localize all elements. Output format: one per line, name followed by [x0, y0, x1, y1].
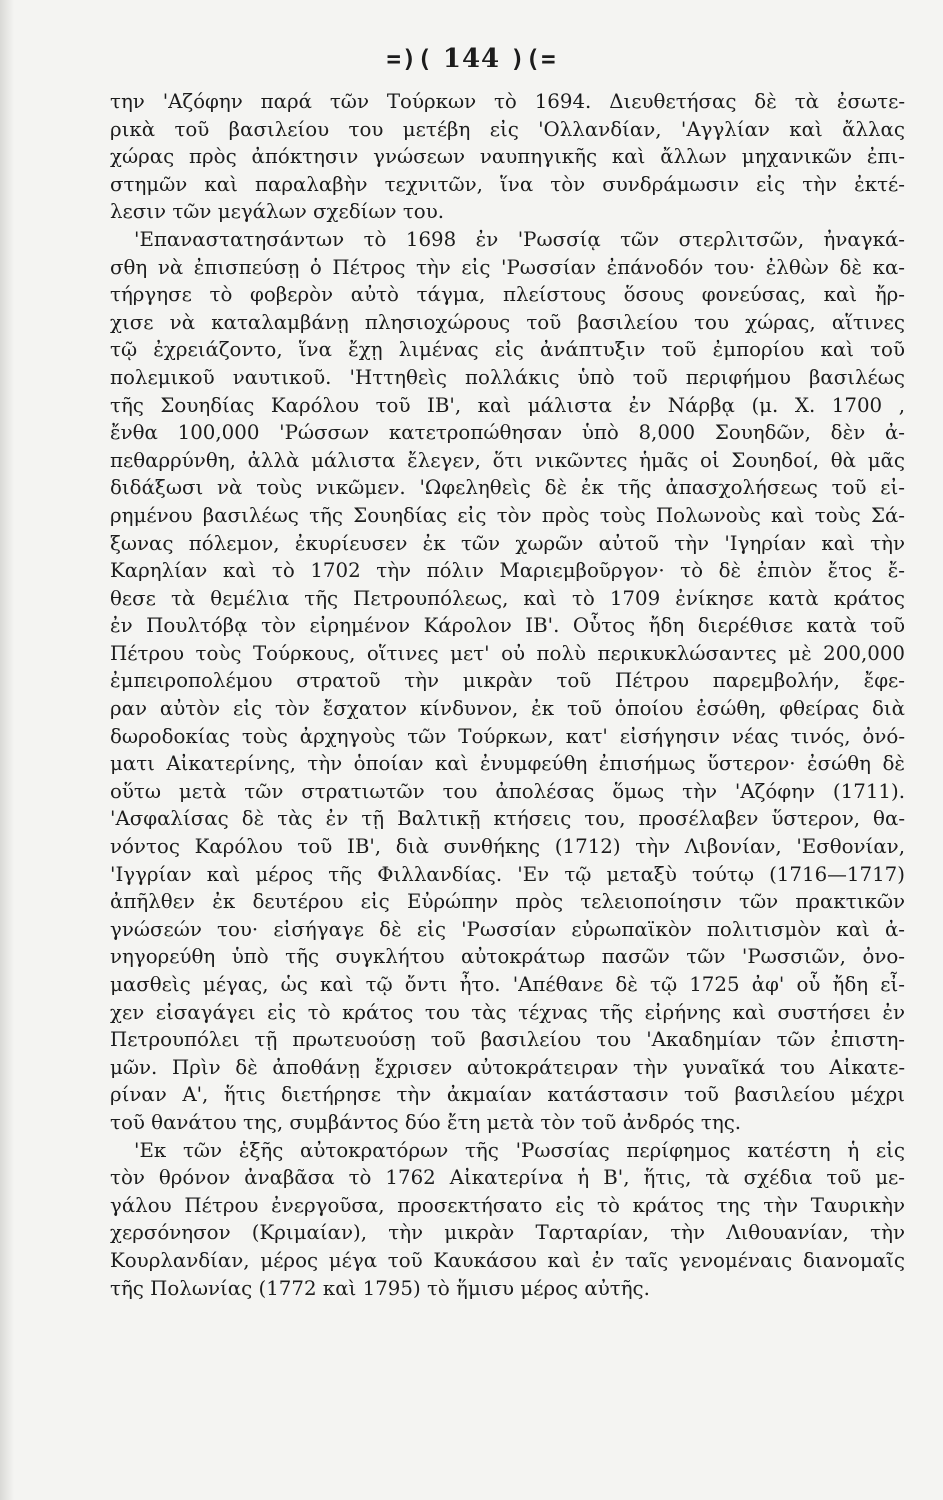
text-line: Πέτρου τοὺς Τούρκους, οἵτινες μετ' οὐ πολὺ περικυκλώσαντες μὲ 200,000 [110, 641, 905, 665]
text-line: γνώσεών του· εἰσήγαγε δὲ εἰς 'Ρωσσίαν εὐρωπαϊκὸν πολιτισμὸν καὶ ἀ- [110, 917, 905, 941]
text-line: τὸν θρόνον ἀναβᾶσα τὸ 1762 Αἰκατερίνα ἡ Β', ἥτις, τὰ σχέδια τοῦ με- [110, 1166, 905, 1190]
text-line: πεθαρρύνθη, ἀλλὰ μάλιστα ἔλεγεν, ὅτι νικῶντες ἡμᾶς οἱ Σουηδοί, θὰ μᾶς [110, 448, 905, 472]
text-line: γάλου Πέτρου ἐνεργοῦσα, προσεκτήσατο εἰς τὸ κράτος της τὴν Ταυρικὴν [110, 1193, 905, 1217]
page-header [0, 44, 943, 74]
body-text [110, 88, 905, 1302]
text-line: δωροδοκίας τοὺς ἀρχηγοὺς τῶν Τούρκων, κατ' εἰσήγησιν νέας τινός, ὀνό- [110, 724, 905, 748]
text-line: τῆς Πολωνίας (1772 καὶ 1795) τὸ ἥμισυ μέρος αὐτῆς. [110, 1276, 650, 1300]
text-line: χισε νὰ καταλαμβάνῃ πλησιοχώρους τοῦ βασιλείου του χώρας, αἵτινες [110, 310, 905, 334]
text-line: ρικὰ τοῦ βασιλείου του μετέβη εἰς 'Ολλανδίαν, 'Αγγλίαν καὶ ἄλλας [110, 117, 905, 141]
text-line: νηγορεύθη ὑπὸ τῆς συγκλήτου αὐτοκράτωρ πασῶν τῶν 'Ρωσσιῶν, ὀνο- [110, 945, 905, 969]
text-line: ξωνας πόλεμον, ἐκυρίευσεν ἐκ τῶν χωρῶν αὐτοῦ τὴν 'Ιγηρίαν καὶ τὴν [110, 531, 905, 555]
paragraph [110, 1137, 905, 1303]
text-line: ρημένου βασιλέως τῆς Σουηδίας εἰς τὸν πρὸς τοὺς Πολωνοὺς καὶ τοὺς Σά- [110, 503, 905, 527]
text-line: τῆς Σουηδίας Καρόλου τοῦ ΙΒ', καὶ μάλιστα ἐν Νάρβᾳ (μ. Χ. 1700 , [110, 393, 905, 417]
text-line: ρίναν Α', ἥτις διετήρησε τὴν ἀκμαίαν κατάστασιν τοῦ βασιλείου μέχρι [110, 1083, 905, 1107]
text-line: ἐμπειροπολέμου στρατοῦ τὴν μικρὰν τοῦ Πέτρου παρεμβολήν, ἔφε- [110, 669, 905, 693]
text-line: πολεμικοῦ ναυτικοῦ. 'Ηττηθεὶς πολλάκις ὑπὸ τοῦ περιφήμου βασιλέως [110, 365, 905, 389]
text-line: ἀπῆλθεν ἐκ δευτέρου εἰς Εὐρώπην πρὸς τελειοποίησιν τῶν πρακτικῶν [110, 890, 905, 914]
text-line: τοῦ θανάτου της, συμβάντος δύο ἔτη μετὰ τὸν τοῦ ἀνδρός της. [110, 1110, 742, 1134]
paragraph [110, 226, 905, 1137]
text-line: την 'Αζόφην παρά τῶν Τούρκων τὸ 1694. Διευθετήσας δὲ τὰ ἐσωτε- [110, 90, 905, 113]
text-line: χερσόνησον (Κριμαίαν), τὴν μικρὰν Ταρταρίαν, τὴν Λιθουανίαν, τὴν [110, 1221, 905, 1245]
text-line: ἐν Πουλτόβᾳ τὸν εἰρημένον Κάρολον ΙΒ'. Οὗτος ἤδη διερέθισε κατὰ τοῦ [110, 614, 905, 638]
text-line: 'Εκ τῶν ἑξῆς αὐτοκρατόρων τῆς 'Ρωσσίας περίφημος κατέστη ἡ εἰς [134, 1138, 905, 1162]
binding-shadow [0, 0, 14, 1500]
text-line: Πετρουπόλει τῇ πρωτευούσῃ τοῦ βασιλείου του 'Ακαδημίαν τῶν ἐπιστη- [110, 1028, 905, 1052]
text-line: χεν εἰσαγάγει εἰς τὸ κράτος του τὰς τέχνας τῆς εἰρήνης καὶ συστήσει ἐν [110, 1000, 905, 1024]
page-number: 144 [442, 44, 501, 74]
header-left-ornament: =)( [386, 45, 433, 73]
text-line: 'Επαναστατησάντων τὸ 1698 ἐν 'Ρωσσίᾳ τῶν στερλιτσῶν, ἠναγκά- [134, 227, 905, 251]
paragraph [110, 88, 905, 226]
text-line: ραν αὐτὸν εἰς τὸν ἔσχατον κίνδυνον, ἐκ τοῦ ὁποίου ἐσώθη, φθείρας διὰ [110, 697, 905, 721]
text-line: 'Ιγγρίαν καὶ μέρος τῆς Φιλλανδίας. 'Εν τῷ μεταξὺ τούτῳ (1716—1717) [110, 862, 905, 886]
text-line: θεσε τὰ θεμέλια τῆς Πετρουπόλεως, καὶ τὸ 1709 ἐνίκησε κατὰ κράτος [110, 586, 905, 610]
text-line: σθη νὰ ἐπισπεύσῃ ὁ Πέτρος τὴν εἰς 'Ρωσσίαν ἐπάνοδόν του· ἐλθὼν δὲ κα- [110, 255, 905, 279]
text-line: τῷ ἐχρειάζοντο, ἵνα ἔχῃ λιμένας εἰς ἀνάπτυξιν τοῦ ἐμπορίου καὶ τοῦ [110, 338, 905, 362]
text-line: λεσιν τῶν μεγάλων σχεδίων του. [110, 200, 445, 224]
text-line: Κουρλανδίαν, μέρος μέγα τοῦ Καυκάσου καὶ ἐν ταῖς γενομέναις διανομαῖς [110, 1248, 905, 1272]
text-line: οὕτω μετὰ τῶν στρατιωτῶν του ἀπολέσας ὅμως τὴν 'Αζόφην (1711). [110, 779, 905, 803]
text-line: νόντος Καρόλου τοῦ ΙΒ', διὰ συνθήκης (1712) τὴν Λιβονίαν, 'Εσθονίαν, [110, 835, 905, 859]
text-line: στημῶν καὶ παραλαβὴν τεχνιτῶν, ἵνα τὸν συνδράμωσιν εἰς τὴν ἐκτέ- [110, 172, 905, 196]
text-line: χώρας πρὸς ἀπόκτησιν γνώσεων ναυπηγικῆς καὶ ἄλλων μηχανικῶν ἐπι- [110, 145, 905, 169]
text-line: ματι Αἰκατερίνης, τὴν ὁποίαν καὶ ἐνυμφεύθη ἐπισήμως ὕστερον· ἐσώθη δὲ [110, 752, 905, 776]
text-line: 'Ασφαλίσας δὲ τὰς ἐν τῇ Βαλτικῇ κτήσεις του, προσέλαβεν ὕστερον, θα- [110, 807, 905, 831]
text-line: μῶν. Πρὶν δὲ ἀποθάνῃ ἔχρισεν αὐτοκράτειραν τὴν γυναῖκά του Αἰκατε- [110, 1055, 905, 1079]
text-line: διδάξωσι νὰ τοὺς νικῶμεν. 'Ωφεληθεὶς δὲ ἐκ τῆς ἀπασχολήσεως τοῦ εἰ- [110, 476, 905, 500]
text-line: μασθεὶς μέγας, ὡς καὶ τῷ ὄντι ἦτο. 'Απέθανε δὲ τῷ 1725 ἀφ' οὗ ἤδη εἶ- [110, 973, 905, 996]
text-line: ἔνθα 100,000 'Ρώσσων κατετροπώθησαν ὑπὸ 8,000 Σουηδῶν, δὲν ἀ- [110, 421, 905, 445]
text-line: τήργησε τὸ φοβερὸν αὐτὸ τάγμα, πλείστους ὅσους φονεύσας, καὶ ἤρ- [110, 283, 905, 307]
header-right-ornament: )(= [510, 45, 557, 73]
text-line: Καρηλίαν καὶ τὸ 1702 τὴν πόλιν Μαριεμβοῦργον· τὸ δὲ ἐπιὸν ἔτος ἔ- [110, 559, 905, 583]
